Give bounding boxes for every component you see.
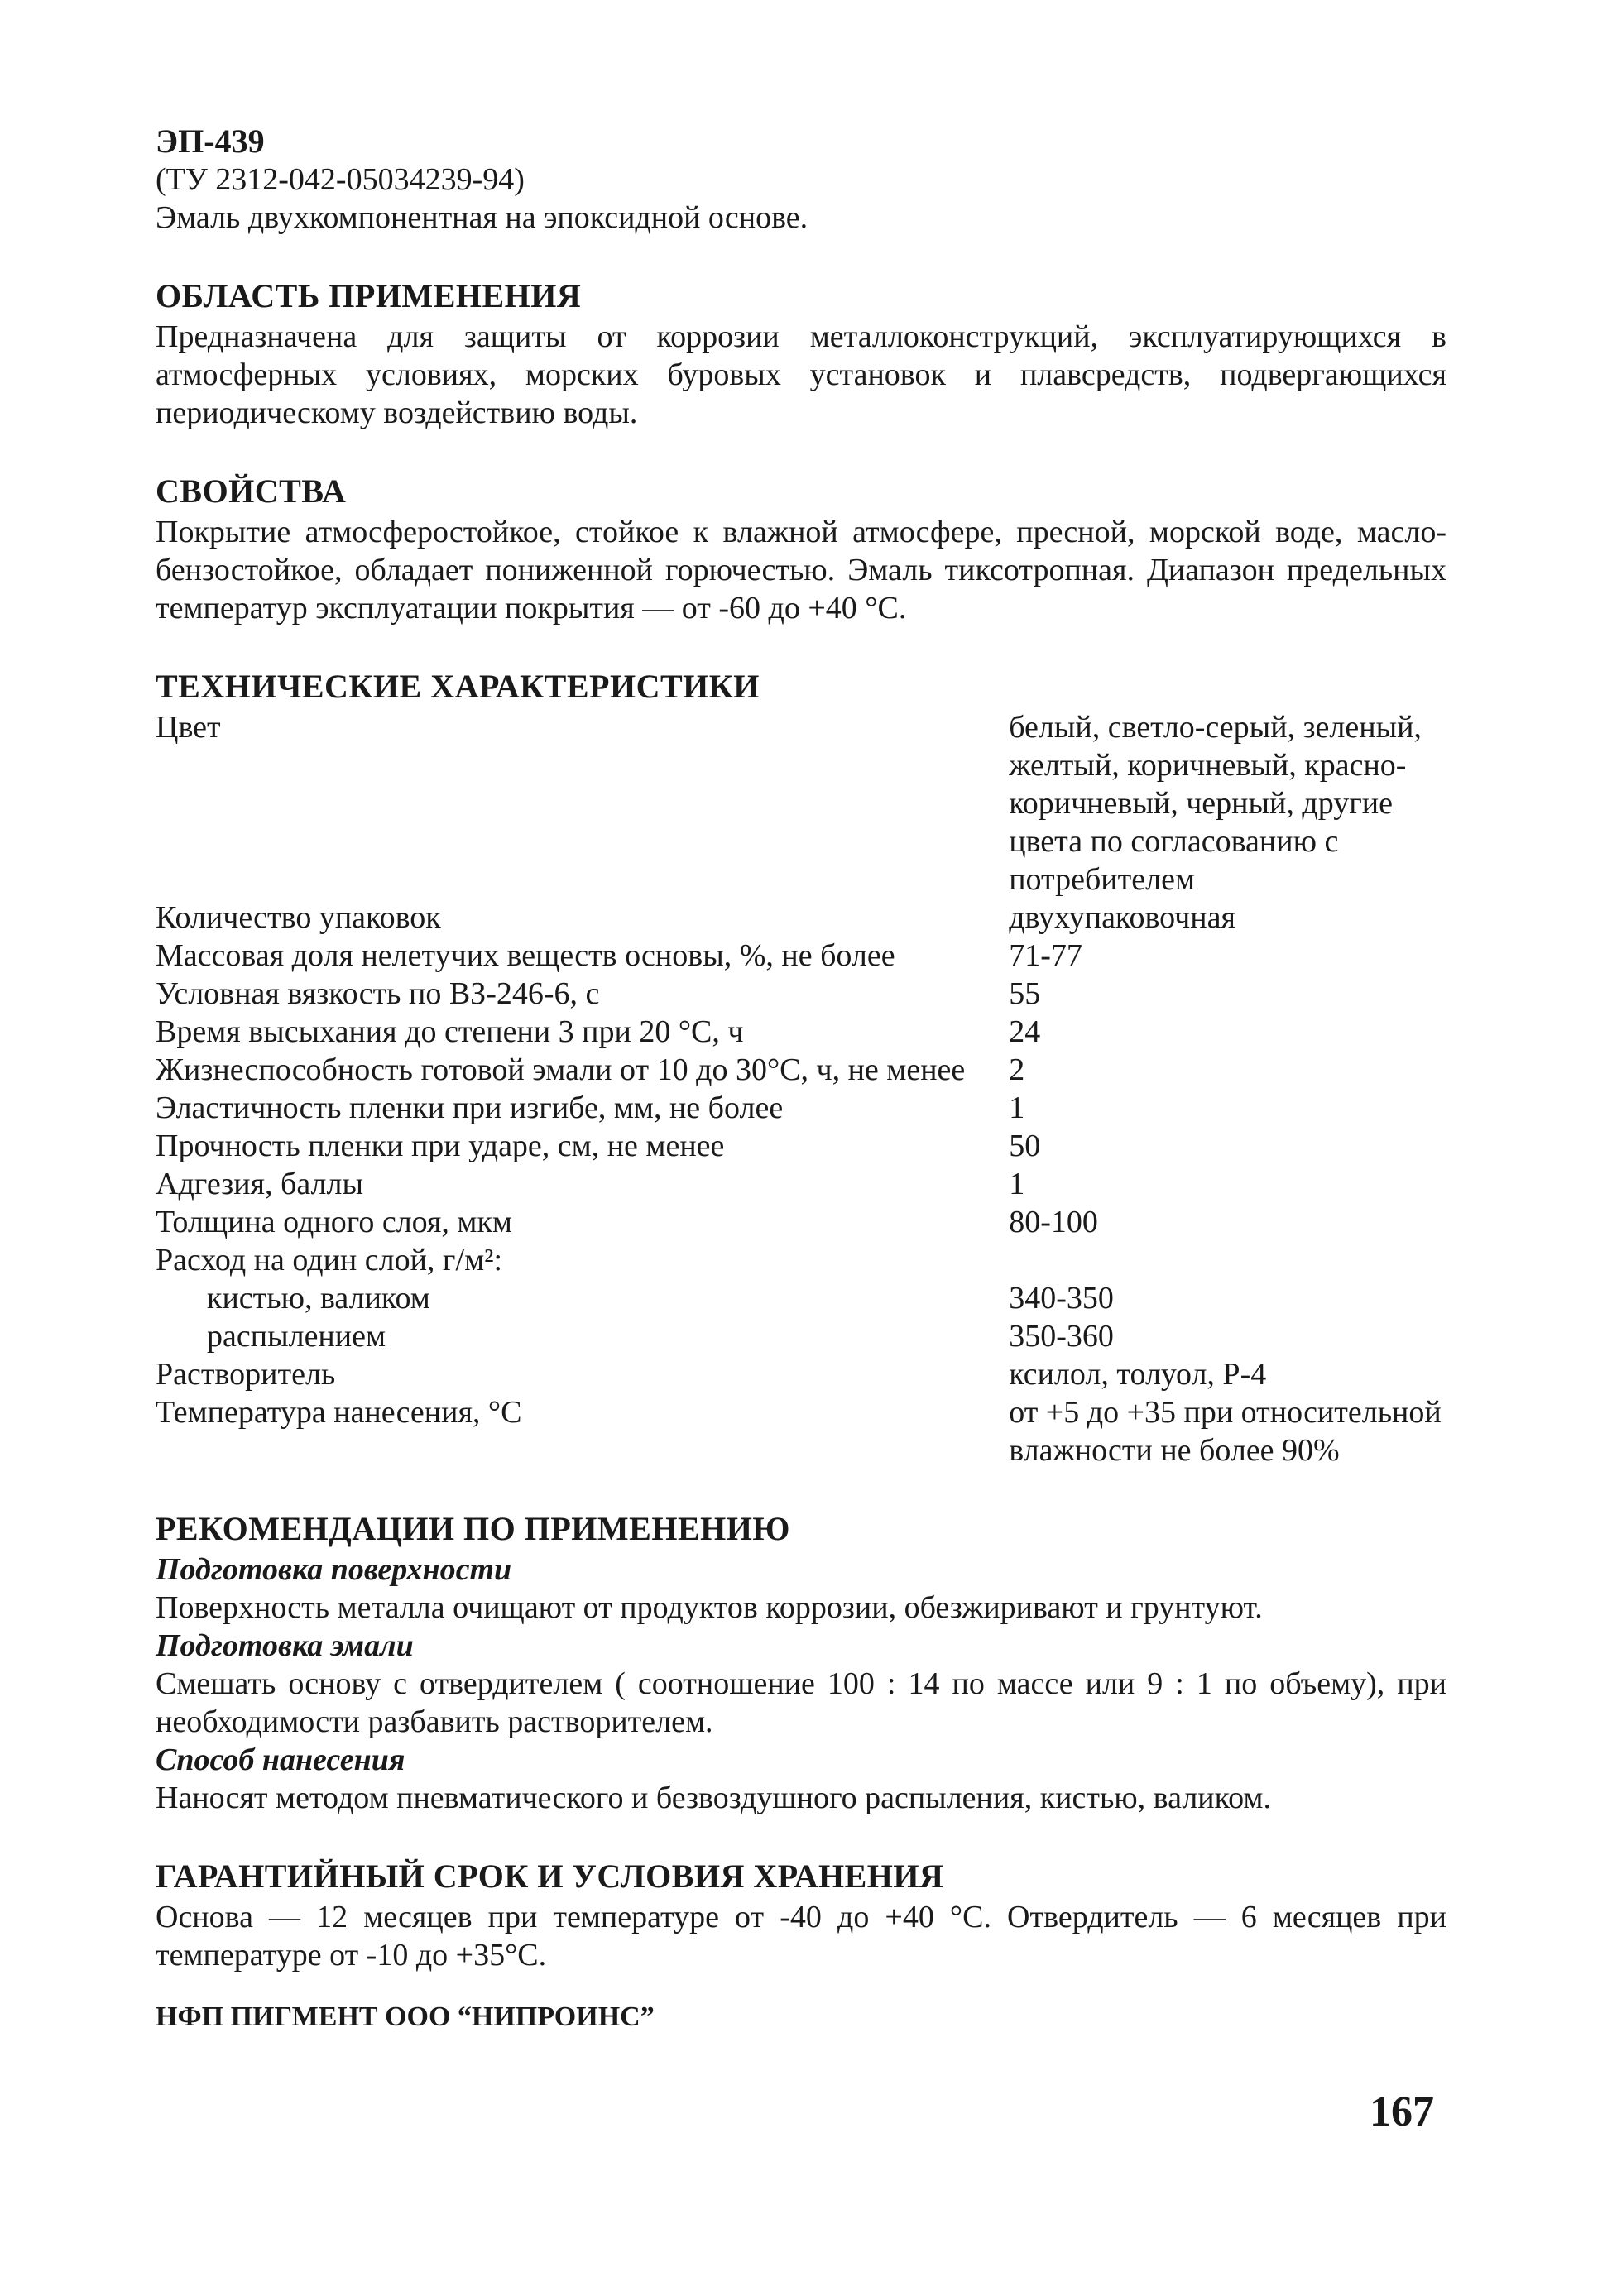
- properties-heading: СВОЙСТВА: [156, 472, 347, 510]
- spec-label: Эластичность пленки при изгибе, мм, не более: [156, 1090, 784, 1125]
- product-description: Эмаль двухкомпонентная на эпоксидной основе.: [156, 200, 808, 235]
- spec-label: Массовая доля нелетучих веществ основы, %, не более: [156, 938, 895, 973]
- spec-row: [156, 1165, 1446, 1203]
- product-title: ЭП-439: [156, 122, 265, 160]
- application-method-text: Наносят методом пневматического и безвоздушного распыления, кистью, валиком.: [156, 1781, 1271, 1815]
- spec-code: (ТУ 2312-042-05034239-94): [156, 162, 525, 197]
- spec-label: распылением: [207, 1319, 386, 1354]
- spec-label: Расход на один слой, г/м²:: [156, 1243, 503, 1277]
- spec-label: кистью, валиком: [207, 1281, 430, 1316]
- spec-label: Растворитель: [156, 1357, 336, 1392]
- spec-value: двухупаковочная: [1009, 900, 1235, 935]
- spec-label: Цвет: [156, 710, 221, 745]
- spec-row: [156, 1089, 1446, 1127]
- spec-value: 2: [1009, 1052, 1025, 1087]
- surface-prep-heading: Подготовка поверхности: [156, 1552, 512, 1587]
- spec-label: Жизнеспособность готовой эмали от 10 до 30°С, ч, не менее: [156, 1052, 966, 1087]
- surface-prep-text: Поверхность металла очищают от продуктов коррозии, обезжиривают и грунтуют.: [156, 1590, 1263, 1625]
- company-footer: НФП ПИГМЕНТ ООО “НИПРОИНС”: [156, 2001, 655, 2032]
- warranty-text: Основа — 12 месяцев при температуре от -40 до +40 °С. Отвердитель — 6 месяцев при температуре от -10 до +35°С.: [156, 1900, 1446, 1972]
- spec-value: 1: [1009, 1090, 1025, 1125]
- recommendations-heading: РЕКОМЕНДАЦИИ ПО ПРИМЕНЕНИЮ: [156, 1510, 790, 1547]
- properties-text: Покрытие атмосферостойкое, стойкое к влажной атмосфере, пресной, морской воде, масло-бензостойкое, обладает пониженной горючестью. Эмаль тиксотропная. Диапазон предельных температур эксплуатации покрытия — от -60 до +40 °С.: [156, 515, 1446, 626]
- page-number: 167: [1370, 2088, 1434, 2135]
- spec-row: [156, 1317, 1446, 1355]
- enamel-prep-text: Смешать основу с отвердителем ( соотношение 100 : 14 по массе или 9 : 1 по объему), при необходимости разбавить растворителем.: [156, 1666, 1446, 1739]
- spec-label: Условная вязкость по ВЗ-246-6, с: [156, 976, 600, 1011]
- spec-value: 340-350: [1009, 1281, 1114, 1316]
- spec-value: от +5 до +35 при относительной влажности не более 90%: [1009, 1395, 1442, 1468]
- spec-row: [156, 1355, 1446, 1393]
- spec-label: Температура нанесения, °С: [156, 1395, 522, 1430]
- spec-value: 1: [1009, 1167, 1025, 1201]
- spec-row: [156, 1393, 1446, 1469]
- spec-row: [156, 1127, 1446, 1165]
- spec-row: [156, 975, 1446, 1013]
- application-heading: ОБЛАСТЬ ПРИМЕНЕНИЯ: [156, 277, 582, 314]
- application-text: Предназначена для защиты от коррозии металлоконструкций, эксплуатирующихся в атмосферных условиях, морских буровых установок и плавсредств, подвергающихся периодическому воздействию воды.: [156, 319, 1446, 430]
- specs-heading: ТЕХНИЧЕСКИЕ ХАРАКТЕРИСТИКИ: [156, 668, 760, 705]
- spec-value: 71-77: [1009, 938, 1082, 973]
- spec-row: [156, 1279, 1446, 1317]
- spec-label: Адгезия, баллы: [156, 1167, 364, 1201]
- spec-label: Толщина одного слоя, мкм: [156, 1205, 512, 1239]
- spec-value: ксилол, толуол, Р-4: [1009, 1357, 1267, 1392]
- spec-label: Время высыхания до степени 3 при 20 °С, ч: [156, 1014, 744, 1049]
- spec-label: Прочность пленки при ударе, см, не менее: [156, 1129, 725, 1163]
- spec-value: 80-100: [1009, 1205, 1098, 1239]
- spec-row: [156, 899, 1446, 937]
- specs-table: [156, 708, 1446, 1469]
- spec-value: 55: [1009, 976, 1041, 1011]
- spec-row: [156, 1203, 1446, 1241]
- enamel-prep-heading: Подготовка эмали: [156, 1628, 414, 1663]
- document-page: [156, 122, 1446, 1974]
- warranty-heading: ГАРАНТИЙНЫЙ СРОК И УСЛОВИЯ ХРАНЕНИЯ: [156, 1857, 944, 1895]
- spec-row: [156, 1051, 1446, 1089]
- spec-row: [156, 1013, 1446, 1051]
- spec-value: белый, светло-серый, зеленый, желтый, коричневый, красно-коричневый, черный, другие цвета по согласованию с потребителем: [1009, 710, 1422, 897]
- spec-value: [1009, 1241, 1446, 1279]
- application-method-heading: Способ нанесения: [156, 1742, 405, 1777]
- spec-row: [156, 1241, 1446, 1279]
- spec-row: [156, 708, 1446, 899]
- spec-label: Количество упаковок: [156, 900, 441, 935]
- spec-value: 24: [1009, 1014, 1041, 1049]
- spec-value: 350-360: [1009, 1319, 1114, 1354]
- spec-row: [156, 937, 1446, 975]
- spec-value: 50: [1009, 1129, 1041, 1163]
